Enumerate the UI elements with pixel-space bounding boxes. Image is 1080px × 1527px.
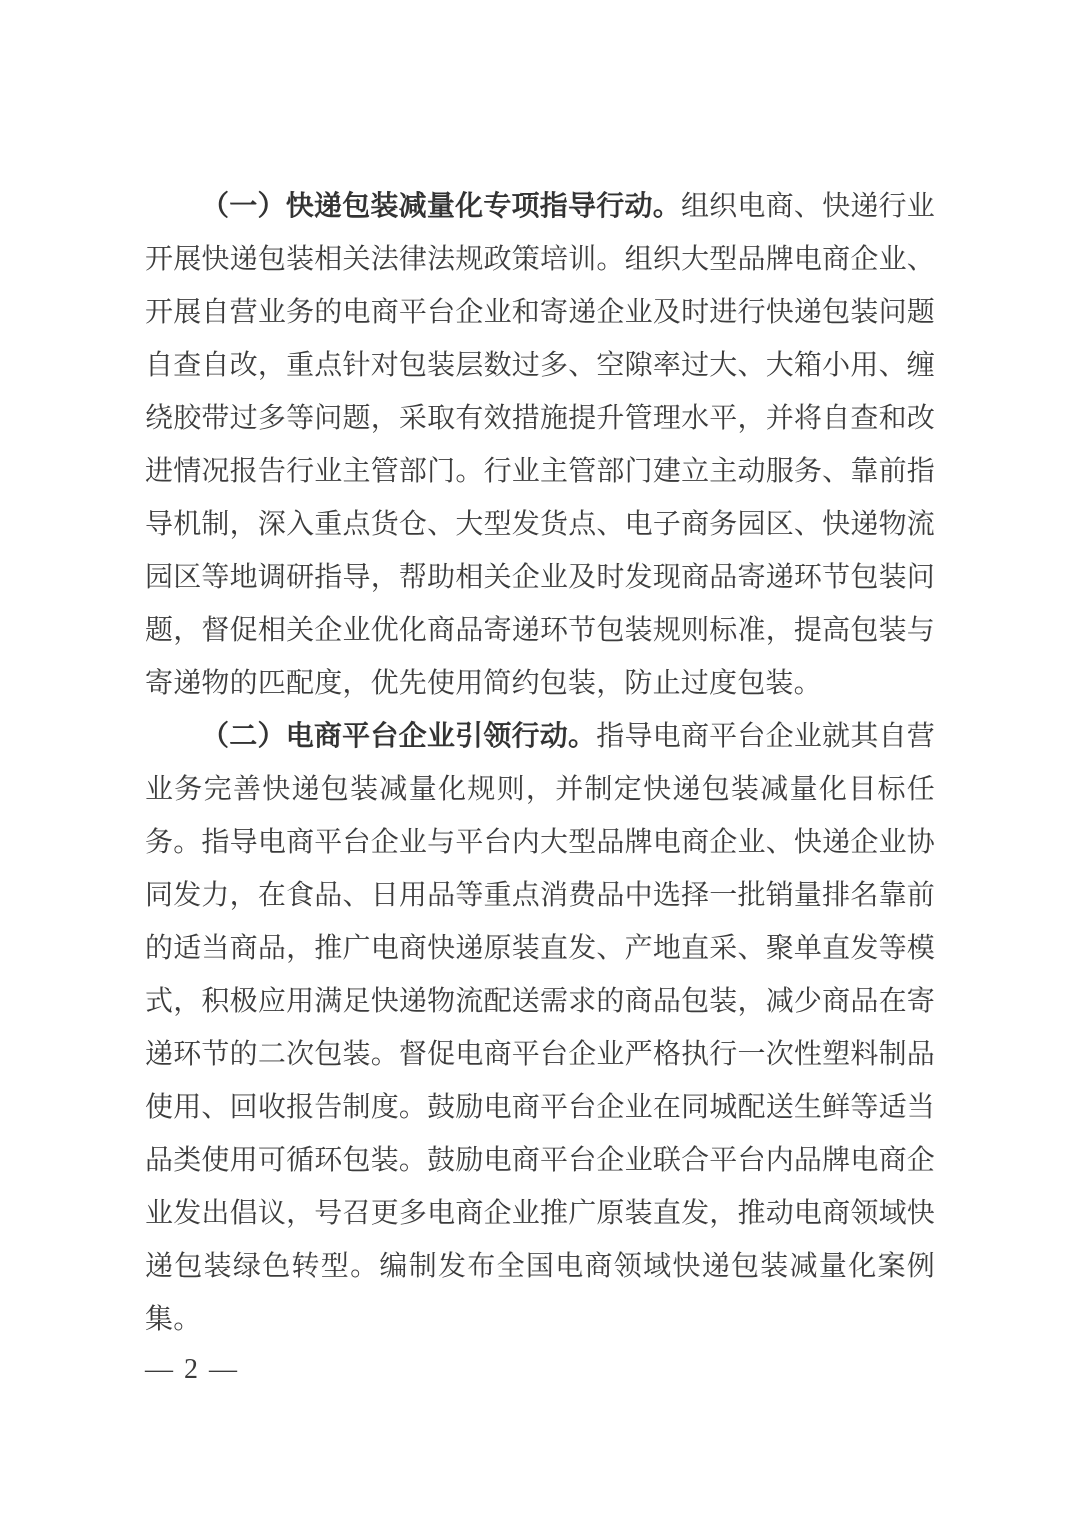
paragraph-section-2: [145, 710, 935, 1346]
section-1-text: 组织电商、快递行业开展快递包装相关法律法规政策培训。组织大型品牌电商企业、开展自营业务的电商平台企业和寄递企业及时进行快递包装问题自查自改，重点针对包装层数过多、空隙率过大、大箱小用、缠绕胶带过多等问题，采取有效措施提升管理水平，并将自查和改进情况报告行业主管部门。行业主管部门建立主动服务、靠前指导机制，深入重点货仓、大型发货点、电子商务园区、快递物流园区等地调研指导，帮助相关企业及时发现商品寄递环节包装问题，督促相关企业优化商品寄递环节包装规则标准，提高包装与寄递物的匹配度，优先使用简约包装，防止过度包装。: [145, 191, 935, 699]
paragraph-section-1: [145, 180, 935, 710]
section-2-text: 指导电商平台企业就其自营业务完善快递包装减量化规则，并制定快递包装减量化目标任务。指导电商平台企业与平台内大型品牌电商企业、快递企业协同发力，在食品、日用品等重点消费品中选择一批销量排名靠前的适当商品，推广电商快递原装直发、产地直采、聚单直发等模式，积极应用满足快递物流配送需求的商品包装，减少商品在寄递环节的二次包装。督促电商平台企业严格执行一次性塑料制品使用、回收报告制度。鼓励电商平台企业在同城配送生鲜等适当品类使用可循环包装。鼓励电商平台企业联合平台内品牌电商企业发出倡议，号召更多电商企业推广原装直发，推动电商领域快递包装绿色转型。编制发布全国电商领域快递包装减量化案例集。: [145, 721, 935, 1335]
section-2-heading: （二）电商平台企业引领行动。: [201, 721, 597, 752]
section-1-heading: （一）快递包装减量化专项指导行动。: [201, 191, 681, 222]
document-body: [145, 180, 935, 1346]
page-number: — 2 —: [145, 1354, 239, 1385]
